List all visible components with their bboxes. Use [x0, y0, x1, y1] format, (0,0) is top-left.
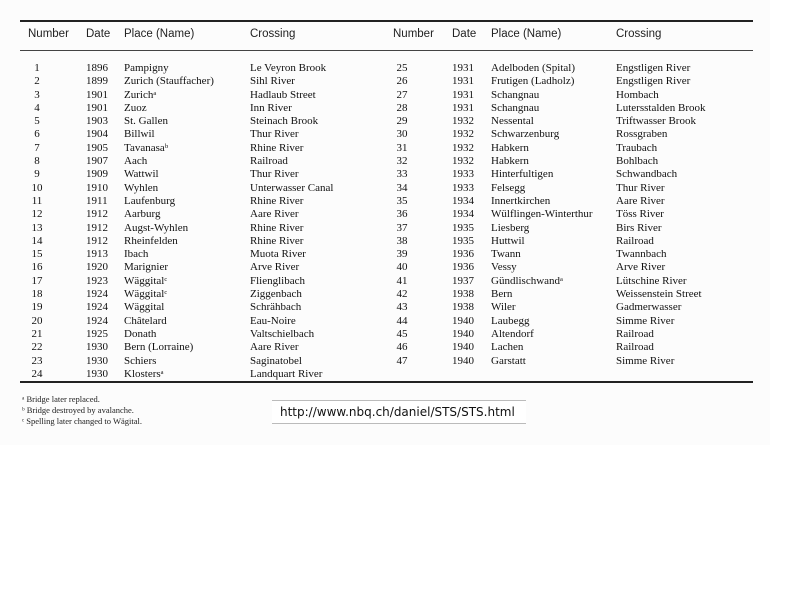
row-place: Bern	[491, 288, 513, 301]
row-number: 16	[31, 261, 43, 274]
row-date: 1933	[452, 168, 474, 181]
header-number-left: Number	[28, 28, 69, 40]
row-number: 12	[31, 208, 43, 221]
row-date: 1932	[452, 155, 474, 168]
row-place: Wiler	[491, 301, 516, 314]
row-date: 1938	[452, 288, 474, 301]
row-crossing: Rhine River	[250, 141, 304, 154]
row-date: 1907	[86, 155, 108, 168]
row-crossing: Schrähbach	[250, 301, 302, 314]
row-place: Billwil	[124, 128, 155, 141]
row-crossing: Schwandbach	[616, 168, 678, 181]
row-place: Bern (Lorraine)	[124, 341, 194, 354]
row-crossing: Valtschielbach	[250, 327, 315, 340]
row-place: Laufenburg	[124, 194, 176, 207]
row-date: 1896	[86, 62, 108, 74]
footnote: ᵇ Bridge destroyed by avalanche.	[22, 405, 134, 415]
header-number-right: Number	[393, 28, 434, 40]
row-crossing: Töss River	[616, 208, 664, 221]
row-place: Wülflingen-Winterthur	[491, 208, 593, 221]
source-url-link[interactable]: http://www.nbq.ch/daniel/STS/STS.html	[280, 405, 515, 419]
right-date-column	[452, 62, 474, 368]
row-date: 1912	[86, 221, 108, 234]
row-date: 1912	[86, 208, 108, 221]
row-crossing: Birs River	[616, 221, 662, 234]
row-place: Felsegg	[491, 181, 526, 194]
row-crossing: Rhine River	[250, 221, 304, 234]
left-date-column	[86, 62, 108, 381]
row-crossing: Arve River	[250, 261, 300, 274]
row-crossing: Arve River	[616, 261, 666, 274]
right-crossing-column	[616, 62, 706, 368]
row-number: 25	[396, 62, 408, 74]
row-crossing: Rhine River	[250, 234, 304, 247]
row-place: Augst-Wyhlen	[124, 221, 189, 234]
row-date: 1940	[452, 314, 474, 327]
footnotes	[22, 394, 142, 427]
row-date: 1931	[452, 101, 474, 114]
row-number: 31	[396, 141, 408, 154]
right-place-column	[491, 62, 593, 368]
row-number: 38	[396, 234, 408, 247]
row-crossing: Aare River	[250, 208, 299, 221]
row-date: 1923	[86, 274, 108, 287]
row-date: 1930	[86, 341, 108, 354]
row-number: 15	[31, 248, 43, 261]
row-crossing: Twannbach	[616, 248, 667, 261]
row-number: 29	[396, 115, 408, 128]
header-crossing-left: Crossing	[250, 28, 296, 40]
row-crossing: Le Veyron Brook	[250, 62, 327, 74]
row-place: Laubegg	[491, 314, 530, 327]
row-crossing: Thur River	[250, 168, 299, 181]
row-crossing: Rhine River	[250, 194, 304, 207]
left-number-column	[26, 62, 48, 381]
row-date: 1931	[452, 88, 474, 101]
row-date: 1899	[86, 75, 108, 88]
row-date: 1933	[452, 181, 474, 194]
row-number: 5	[34, 115, 40, 128]
row-date: 1911	[86, 194, 108, 207]
row-crossing: Railroad	[616, 327, 654, 340]
row-crossing: Flienglibach	[250, 274, 305, 287]
row-date: 1936	[452, 261, 474, 274]
row-number: 3	[34, 88, 40, 101]
row-place: Garstatt	[491, 354, 526, 367]
row-crossing: Aare River	[250, 341, 299, 354]
row-date: 1925	[86, 327, 108, 340]
footnote: ᶜ Spelling later changed to Wägital.	[22, 416, 143, 426]
row-number: 30	[396, 128, 408, 141]
row-number: 6	[34, 128, 40, 141]
row-number: 33	[396, 168, 408, 181]
row-date: 1909	[86, 168, 108, 181]
row-number: 45	[396, 327, 408, 340]
row-date: 1901	[86, 88, 108, 101]
row-date: 1905	[86, 141, 108, 154]
row-crossing: Weissenstein Street	[616, 288, 702, 301]
row-crossing: Railroad	[616, 341, 654, 354]
row-number: 19	[31, 301, 43, 314]
row-date: 1940	[452, 341, 474, 354]
row-place: Hinterfultigen	[491, 168, 554, 181]
header-place-right: Place (Name)	[491, 28, 562, 40]
row-date: 1930	[86, 354, 108, 367]
header-date-right: Date	[452, 28, 477, 40]
row-date: 1903	[86, 115, 108, 128]
row-place: Innertkirchen	[491, 194, 551, 207]
row-place: Nessental	[491, 115, 534, 128]
row-place: Schiers	[124, 354, 157, 367]
row-number: 32	[396, 155, 408, 168]
row-place: Schwarzenburg	[491, 128, 560, 141]
table-top-rule	[20, 20, 753, 22]
row-date: 1920	[86, 261, 108, 274]
right-number-column	[391, 62, 413, 368]
header-crossing-right: Crossing	[616, 28, 662, 40]
row-date: 1931	[452, 75, 474, 88]
row-number: 11	[31, 194, 43, 207]
row-number: 47	[396, 354, 408, 367]
row-crossing: Bohlbach	[616, 155, 659, 168]
row-number: 27	[396, 88, 408, 101]
row-place: Ibach	[124, 248, 149, 261]
row-crossing: Engstligen River	[616, 75, 691, 88]
row-date: 1932	[452, 128, 474, 141]
row-crossing: Steinach Brook	[250, 115, 319, 128]
row-date: 1930	[86, 367, 108, 380]
row-crossing: Simme River	[616, 314, 675, 327]
row-date: 1932	[452, 141, 474, 154]
table-bottom-rule	[20, 381, 753, 383]
left-crossing-column	[250, 62, 333, 381]
row-number: 35	[396, 194, 408, 207]
row-place: Altendorf	[491, 327, 534, 340]
row-number: 34	[396, 181, 408, 194]
row-date: 1938	[452, 301, 474, 314]
row-place: Zurich (Stauffacher)	[124, 75, 214, 88]
row-crossing: Inn River	[250, 101, 292, 114]
row-number: 13	[31, 221, 43, 234]
row-number: 37	[396, 221, 408, 234]
row-place: Marignier	[124, 261, 168, 274]
row-number: 9	[34, 168, 40, 181]
row-number: 39	[396, 248, 408, 261]
row-number: 42	[396, 288, 408, 301]
row-number: 10	[31, 181, 43, 194]
row-place: Twann	[491, 248, 521, 261]
row-place: Gündlischwandᵃ	[491, 274, 564, 287]
row-crossing: Ziggenbach	[250, 288, 302, 301]
row-place: Châtelard	[124, 314, 167, 327]
row-date: 1936	[452, 248, 474, 261]
left-place-column	[124, 62, 214, 381]
row-date: 1934	[452, 208, 474, 221]
row-date: 1913	[86, 248, 108, 261]
row-place: Wäggitalᶜ	[124, 288, 168, 301]
row-number: 2	[34, 75, 40, 88]
row-place: St. Gallen	[124, 115, 168, 128]
row-number: 40	[396, 261, 408, 274]
row-date: 1924	[86, 314, 108, 327]
row-date: 1912	[86, 234, 108, 247]
row-number: 8	[34, 155, 40, 168]
row-place: Rheinfelden	[124, 234, 178, 247]
row-crossing: Saginatobel	[250, 354, 302, 367]
row-place: Liesberg	[491, 221, 530, 234]
row-date: 1910	[86, 181, 108, 194]
row-date: 1904	[86, 128, 108, 141]
row-place: Aach	[124, 155, 148, 168]
row-place: Frutigen (Ladholz)	[491, 75, 575, 88]
row-crossing: Hombach	[616, 88, 659, 101]
row-number: 20	[31, 314, 43, 327]
row-number: 28	[396, 101, 408, 114]
row-date: 1935	[452, 234, 474, 247]
row-date: 1937	[452, 274, 474, 287]
row-place: Wattwil	[124, 168, 159, 181]
row-crossing: Muota River	[250, 248, 306, 261]
row-place: Habkern	[491, 155, 529, 168]
row-place: Wyhlen	[124, 181, 159, 194]
footnote: ᵃ Bridge later replaced.	[22, 394, 100, 404]
row-number: 22	[31, 341, 43, 354]
row-crossing: Rossgraben	[616, 128, 668, 141]
row-date: 1940	[452, 354, 474, 367]
header-rule	[20, 50, 753, 51]
row-place: Adelboden (Spital)	[491, 62, 576, 74]
row-crossing: Railroad	[616, 234, 654, 247]
row-place: Wäggital	[124, 301, 165, 314]
row-crossing: Engstligen River	[616, 62, 691, 74]
url-box	[272, 400, 526, 424]
row-date: 1940	[452, 327, 474, 340]
row-number: 21	[31, 327, 43, 340]
row-number: 46	[396, 341, 408, 354]
header-date-left: Date	[86, 28, 111, 40]
row-crossing: Traubach	[616, 141, 658, 154]
row-crossing: Hadlaub Street	[250, 88, 316, 101]
row-place: Pampigny	[124, 62, 169, 74]
row-place: Donath	[124, 327, 157, 340]
header-place-left: Place (Name)	[124, 28, 195, 40]
row-date: 1935	[452, 221, 474, 234]
row-number: 43	[396, 301, 408, 314]
row-number: 23	[31, 354, 43, 367]
row-number: 41	[396, 274, 408, 287]
row-crossing: Eau-Noire	[250, 314, 296, 327]
row-place: Wäggitalᶜ	[124, 274, 168, 287]
row-date: 1924	[86, 301, 108, 314]
row-crossing: Simme River	[616, 354, 675, 367]
row-crossing: Thur River	[616, 181, 665, 194]
row-crossing: Thur River	[250, 128, 299, 141]
row-number: 17	[31, 274, 43, 287]
row-crossing: Lutersstalden Brook	[616, 101, 706, 114]
row-place: Huttwil	[491, 234, 525, 247]
row-number: 24	[31, 367, 43, 380]
row-number: 4	[34, 101, 40, 114]
row-crossing: Aare River	[616, 194, 665, 207]
row-place: Zuoz	[124, 101, 147, 114]
row-place: Schangnau	[491, 88, 540, 101]
row-place: Vessy	[491, 261, 517, 274]
row-date: 1901	[86, 101, 108, 114]
row-date: 1932	[452, 115, 474, 128]
row-crossing: Gadmerwasser	[616, 301, 682, 314]
row-crossing: Triftwasser Brook	[616, 115, 696, 128]
row-crossing: Landquart River	[250, 367, 323, 380]
row-place: Habkern	[491, 141, 529, 154]
row-crossing: Railroad	[250, 155, 288, 168]
row-place: Aarburg	[124, 208, 161, 221]
row-place: Klostersᵃ	[124, 367, 164, 380]
row-crossing: Sihl River	[250, 75, 295, 88]
row-date: 1934	[452, 194, 474, 207]
row-place: Zurichᵃ	[124, 88, 157, 101]
row-crossing: Lütschine River	[616, 274, 687, 287]
row-number: 1	[34, 62, 40, 74]
row-crossing: Unterwasser Canal	[250, 181, 334, 194]
row-date: 1931	[452, 62, 474, 74]
row-number: 18	[31, 288, 43, 301]
row-number: 44	[396, 314, 408, 327]
row-place: Tavanasaᵇ	[124, 141, 169, 154]
row-place: Lachen	[491, 341, 524, 354]
row-date: 1924	[86, 288, 108, 301]
row-number: 26	[396, 75, 408, 88]
row-number: 7	[34, 141, 40, 154]
row-number: 36	[396, 208, 408, 221]
row-number: 14	[31, 234, 43, 247]
row-place: Schangnau	[491, 101, 540, 114]
